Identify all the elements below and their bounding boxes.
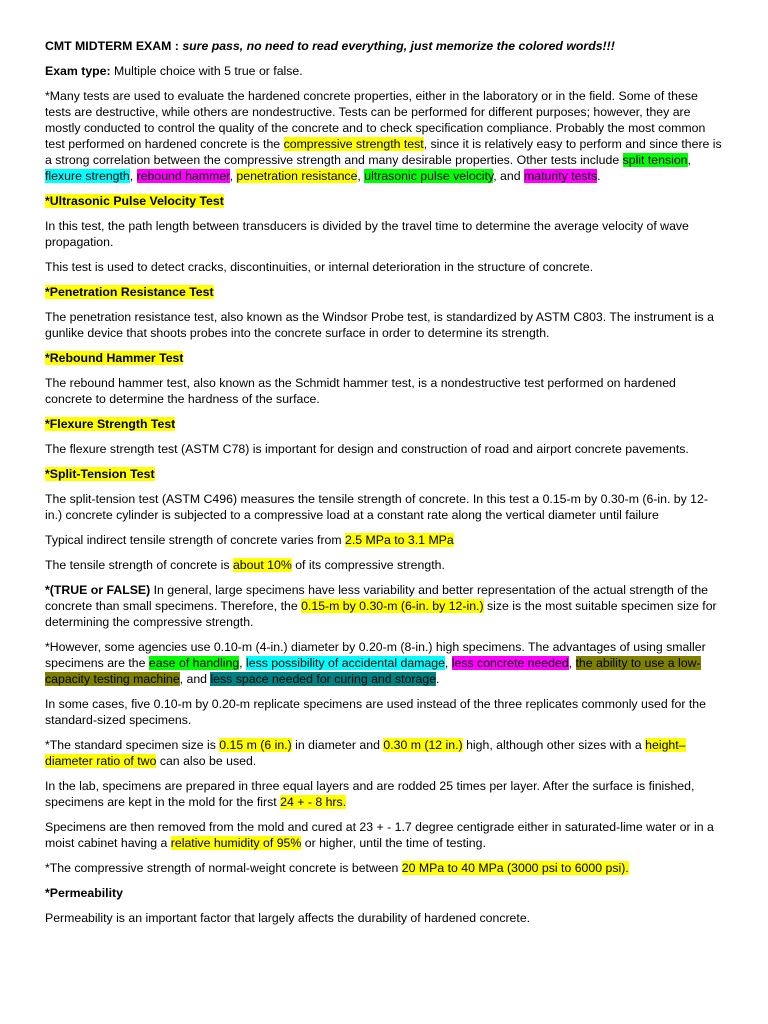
paragraph xyxy=(45,38,725,54)
text-run: Permeability is an important factor that largely affects the durability of hardened concrete. xyxy=(45,911,531,925)
paragraph xyxy=(45,819,725,851)
paragraph xyxy=(45,557,725,573)
text-run: , xyxy=(444,656,452,670)
text-run: , xyxy=(357,169,365,183)
highlighted-text: 0.15-m by 0.30-m (6-in. by 12-in.) xyxy=(301,599,484,613)
text-run: in diameter and xyxy=(291,738,384,752)
text-run: CMT MIDTERM EXAM : xyxy=(45,39,183,53)
text-run: In this test, the path length between transducers is divided by the travel time to determine the average velocity of wave propagation. xyxy=(45,219,689,249)
text-run: , xyxy=(687,153,691,167)
text-run: *The compressive strength of normal-weight concrete is between xyxy=(45,861,402,875)
text-run: , since it is relatively easy to perform and since there is a strong correlation between the compressive strength and many desirable properties. Other tests include xyxy=(45,137,722,167)
text-run: , xyxy=(129,169,137,183)
paragraph xyxy=(45,416,725,432)
highlighted-text: less space needed for curing and storage xyxy=(210,672,437,686)
text-run: can also be used. xyxy=(156,754,257,768)
highlighted-text: flexure strength xyxy=(45,169,130,183)
highlighted-text: ease of handling xyxy=(148,656,240,670)
text-run: , xyxy=(239,656,247,670)
highlighted-text: *Flexure Strength Test xyxy=(45,417,176,431)
text-run: sure pass, no need to read everything, just memorize the colored words!!! xyxy=(182,39,615,53)
paragraph xyxy=(45,910,725,926)
text-run: of its compressive strength. xyxy=(291,558,445,572)
text-run: . xyxy=(597,169,601,183)
highlighted-text: height–diameter ratio of two xyxy=(45,738,686,768)
paragraph xyxy=(45,885,725,901)
highlighted-text: *Split-Tension Test xyxy=(45,467,155,481)
text-run: high, although other sizes with a xyxy=(462,738,646,752)
highlighted-text: 20 MPa to 40 MPa (3000 psi to 6000 psi). xyxy=(401,861,629,875)
paragraph xyxy=(45,860,725,876)
text-run: , and xyxy=(179,672,211,686)
paragraph xyxy=(45,259,725,275)
text-run: , xyxy=(229,169,237,183)
text-run: The rebound hammer test, also known as the Schmidt hammer test, is a nondestructive test performed on hardened concrete to determine the hardness of the surface. xyxy=(45,376,676,406)
paragraph xyxy=(45,309,725,341)
highlighted-text: 0.30 m (12 in.) xyxy=(383,738,463,752)
text-run: *The standard specimen size is xyxy=(45,738,220,752)
paragraph xyxy=(45,696,725,728)
paragraph xyxy=(45,491,725,523)
text-run: The flexure strength test (ASTM C78) is important for design and construction of road and airport concrete pavements. xyxy=(45,442,689,456)
highlighted-text: rebound hammer xyxy=(136,169,230,183)
paragraph xyxy=(45,778,725,810)
paragraph xyxy=(45,63,725,79)
text-run: *(TRUE or FALSE) xyxy=(45,583,151,597)
text-run: size is the most suitable specimen size for determining the compressive strength. xyxy=(45,599,717,629)
text-run: The split-tension test (ASTM C496) measures the tensile strength of concrete. In this test a 0.15-m by 0.30-m (6-in. by 12-in.) concrete cylinder is subjected to a compressive load at a constant rate along the vertical diameter until failure xyxy=(45,492,708,522)
paragraph xyxy=(45,441,725,457)
highlighted-text: less possibility of accidental damage xyxy=(246,656,445,670)
highlighted-text: less concrete needed xyxy=(451,656,569,670)
text-run: *Permeability xyxy=(45,886,123,900)
text-run: Specimens are then removed from the mold and cured at 23 + - 1.7 degree centigrade either in saturated-lime water or in a moist cabinet having a xyxy=(45,820,714,850)
highlighted-text: *Rebound Hammer Test xyxy=(45,351,184,365)
paragraph xyxy=(45,375,725,407)
highlighted-text: about 10% xyxy=(232,558,292,572)
text-run: The penetration resistance test, also known as the Windsor Probe test, is standardized by ASTM C803. The instrument is a gunlike device that shoots probes into the concrete surface in order to determine its strength. xyxy=(45,310,714,340)
text-run: , and xyxy=(493,169,524,183)
paragraph xyxy=(45,193,725,209)
highlighted-text: maturity tests xyxy=(524,169,598,183)
text-run: In general, large specimens have less variability and better representation of the actual strength of the concrete than small specimens. Therefore, the xyxy=(45,583,709,613)
text-run: In some cases, five 0.10-m by 0.20-m replicate specimens are used instead of the three replicates commonly used for the standard-sized specimens. xyxy=(45,697,706,727)
highlighted-text: 2.5 MPa to 3.1 MPa xyxy=(345,533,454,547)
highlighted-text: *Ultrasonic Pulse Velocity Test xyxy=(45,194,224,208)
text-run: or higher, until the time of testing. xyxy=(301,836,486,850)
paragraph xyxy=(45,582,725,630)
text-run: *Many tests are used to evaluate the hardened concrete properties, either in the laboratory or in the field. Some of these tests are destructive, while others are nondestructive. Tests can be performed for different purposes; however, they are mostly conducted to control the quality of the concrete and to check specification compliance. Probably the most common test performed on hardened concrete is the xyxy=(45,89,706,151)
text-run: This test is used to detect cracks, discontinuities, or internal deterioration in the structure of concrete. xyxy=(45,260,594,274)
highlighted-text: compressive strength test xyxy=(283,137,424,151)
text-run: , xyxy=(568,656,576,670)
paragraph xyxy=(45,639,725,687)
paragraph xyxy=(45,532,725,548)
paragraph xyxy=(45,350,725,366)
highlighted-text: split tension xyxy=(622,153,688,167)
text-run: The tensile strength of concrete is xyxy=(45,558,233,572)
paragraph xyxy=(45,88,725,184)
highlighted-text: ultrasonic pulse velocity xyxy=(364,169,494,183)
highlighted-text: relative humidity of 95% xyxy=(170,836,302,850)
highlighted-text: *Penetration Resistance Test xyxy=(45,285,214,299)
paragraph xyxy=(45,284,725,300)
highlighted-text: 0.15 m (6 in.) xyxy=(219,738,292,752)
text-run: *However, some agencies use 0.10-m (4-in.) diameter by 0.20-m (8-in.) high specimens. The advantages of using smaller specimens are the xyxy=(45,640,706,670)
text-run: Exam type: xyxy=(45,64,111,78)
text-run: In the lab, specimens are prepared in three equal layers and are rodded 25 times per layer. After the surface is finished, specimens are kept in the mold for the first xyxy=(45,779,695,809)
text-run: Multiple choice with 5 true or false. xyxy=(110,64,303,78)
highlighted-text: penetration resistance xyxy=(236,169,358,183)
paragraph xyxy=(45,737,725,769)
text-run: . xyxy=(436,672,440,686)
highlighted-text: the ability to use a low-capacity testing machine xyxy=(45,656,701,686)
paragraph xyxy=(45,466,725,482)
highlighted-text: 24 + - 8 hrs. xyxy=(280,795,347,809)
document-body xyxy=(45,38,725,935)
text-run: Typical indirect tensile strength of concrete varies from xyxy=(45,533,346,547)
paragraph xyxy=(45,218,725,250)
